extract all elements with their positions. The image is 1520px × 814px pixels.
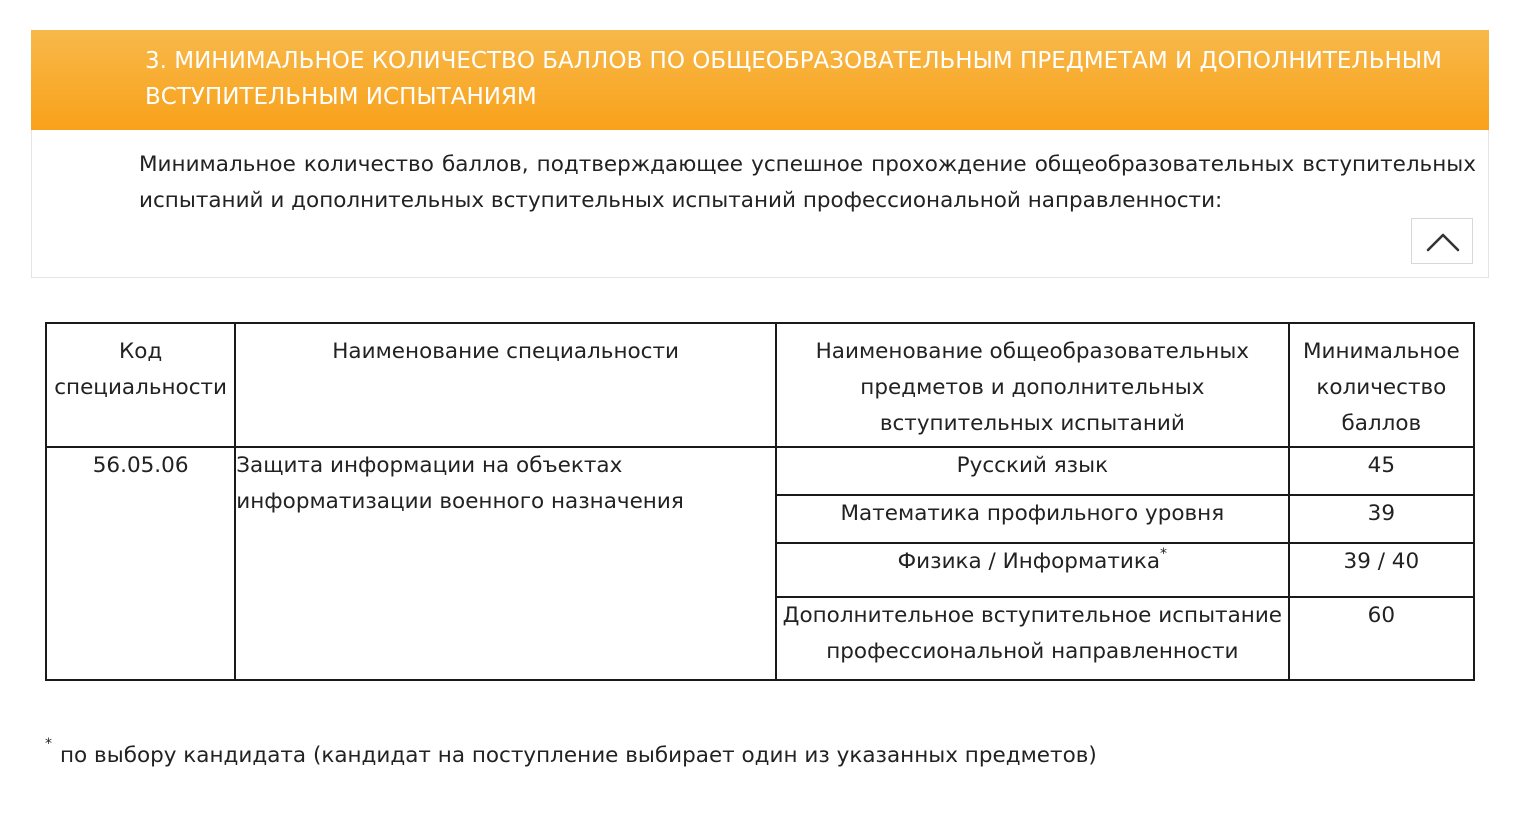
min-score: 45 <box>1289 447 1474 495</box>
header-subjects: Наименование общеобразовательных предметов и дополнительных вступительных испытаний <box>776 323 1289 447</box>
footnote-mark: * <box>45 736 52 752</box>
specialty-code: 56.05.06 <box>46 447 235 680</box>
header-min-score: Минимальное количество баллов <box>1289 323 1474 447</box>
header-specialty-name: Наименование специальности <box>235 323 776 447</box>
min-scores-table <box>45 322 1475 681</box>
chevron-up-icon <box>1426 231 1460 253</box>
subject-name: Русский язык <box>776 447 1289 495</box>
section-title: 3. МИНИМАЛЬНОЕ КОЛИЧЕСТВО БАЛЛОВ ПО ОБЩЕОБРАЗОВАТЕЛЬНЫМ ПРЕДМЕТАМ И ДОПОЛНИТЕЛЬНЫМ ВСТУПИТЕЛЬНЫМ ИСПЫТАНИЯМ <box>145 48 1442 110</box>
section-header[interactable] <box>31 30 1489 130</box>
footnote-mark: * <box>1160 546 1168 562</box>
footnote <box>45 738 1097 774</box>
min-score: 39 <box>1289 495 1474 543</box>
footnote-text: по выбору кандидата (кандидат на поступление выбирает один из указанных предметов) <box>60 743 1097 768</box>
subject-name: Физика / Информатика <box>897 549 1161 574</box>
collapse-button[interactable] <box>1411 218 1473 264</box>
min-score: 39 / 40 <box>1289 543 1474 597</box>
subject-cell <box>776 543 1289 597</box>
admission-section <box>31 30 1489 278</box>
min-score: 60 <box>1289 597 1474 680</box>
table-header-row <box>46 323 1474 447</box>
subject-name: Дополнительное вступительное испытание профессиональной направленности <box>776 597 1289 680</box>
table-row <box>46 447 1474 495</box>
header-code: Код специальности <box>46 323 235 447</box>
subject-name: Математика профильного уровня <box>776 495 1289 543</box>
specialty-name: Защита информации на объектах информатизации военного назначения <box>235 447 776 680</box>
section-description: Минимальное количество баллов, подтверждающее успешное прохождение общеобразовательных вступительных испытаний и дополнительных вступительных испытаний профессиональной направленности: <box>139 152 1476 213</box>
